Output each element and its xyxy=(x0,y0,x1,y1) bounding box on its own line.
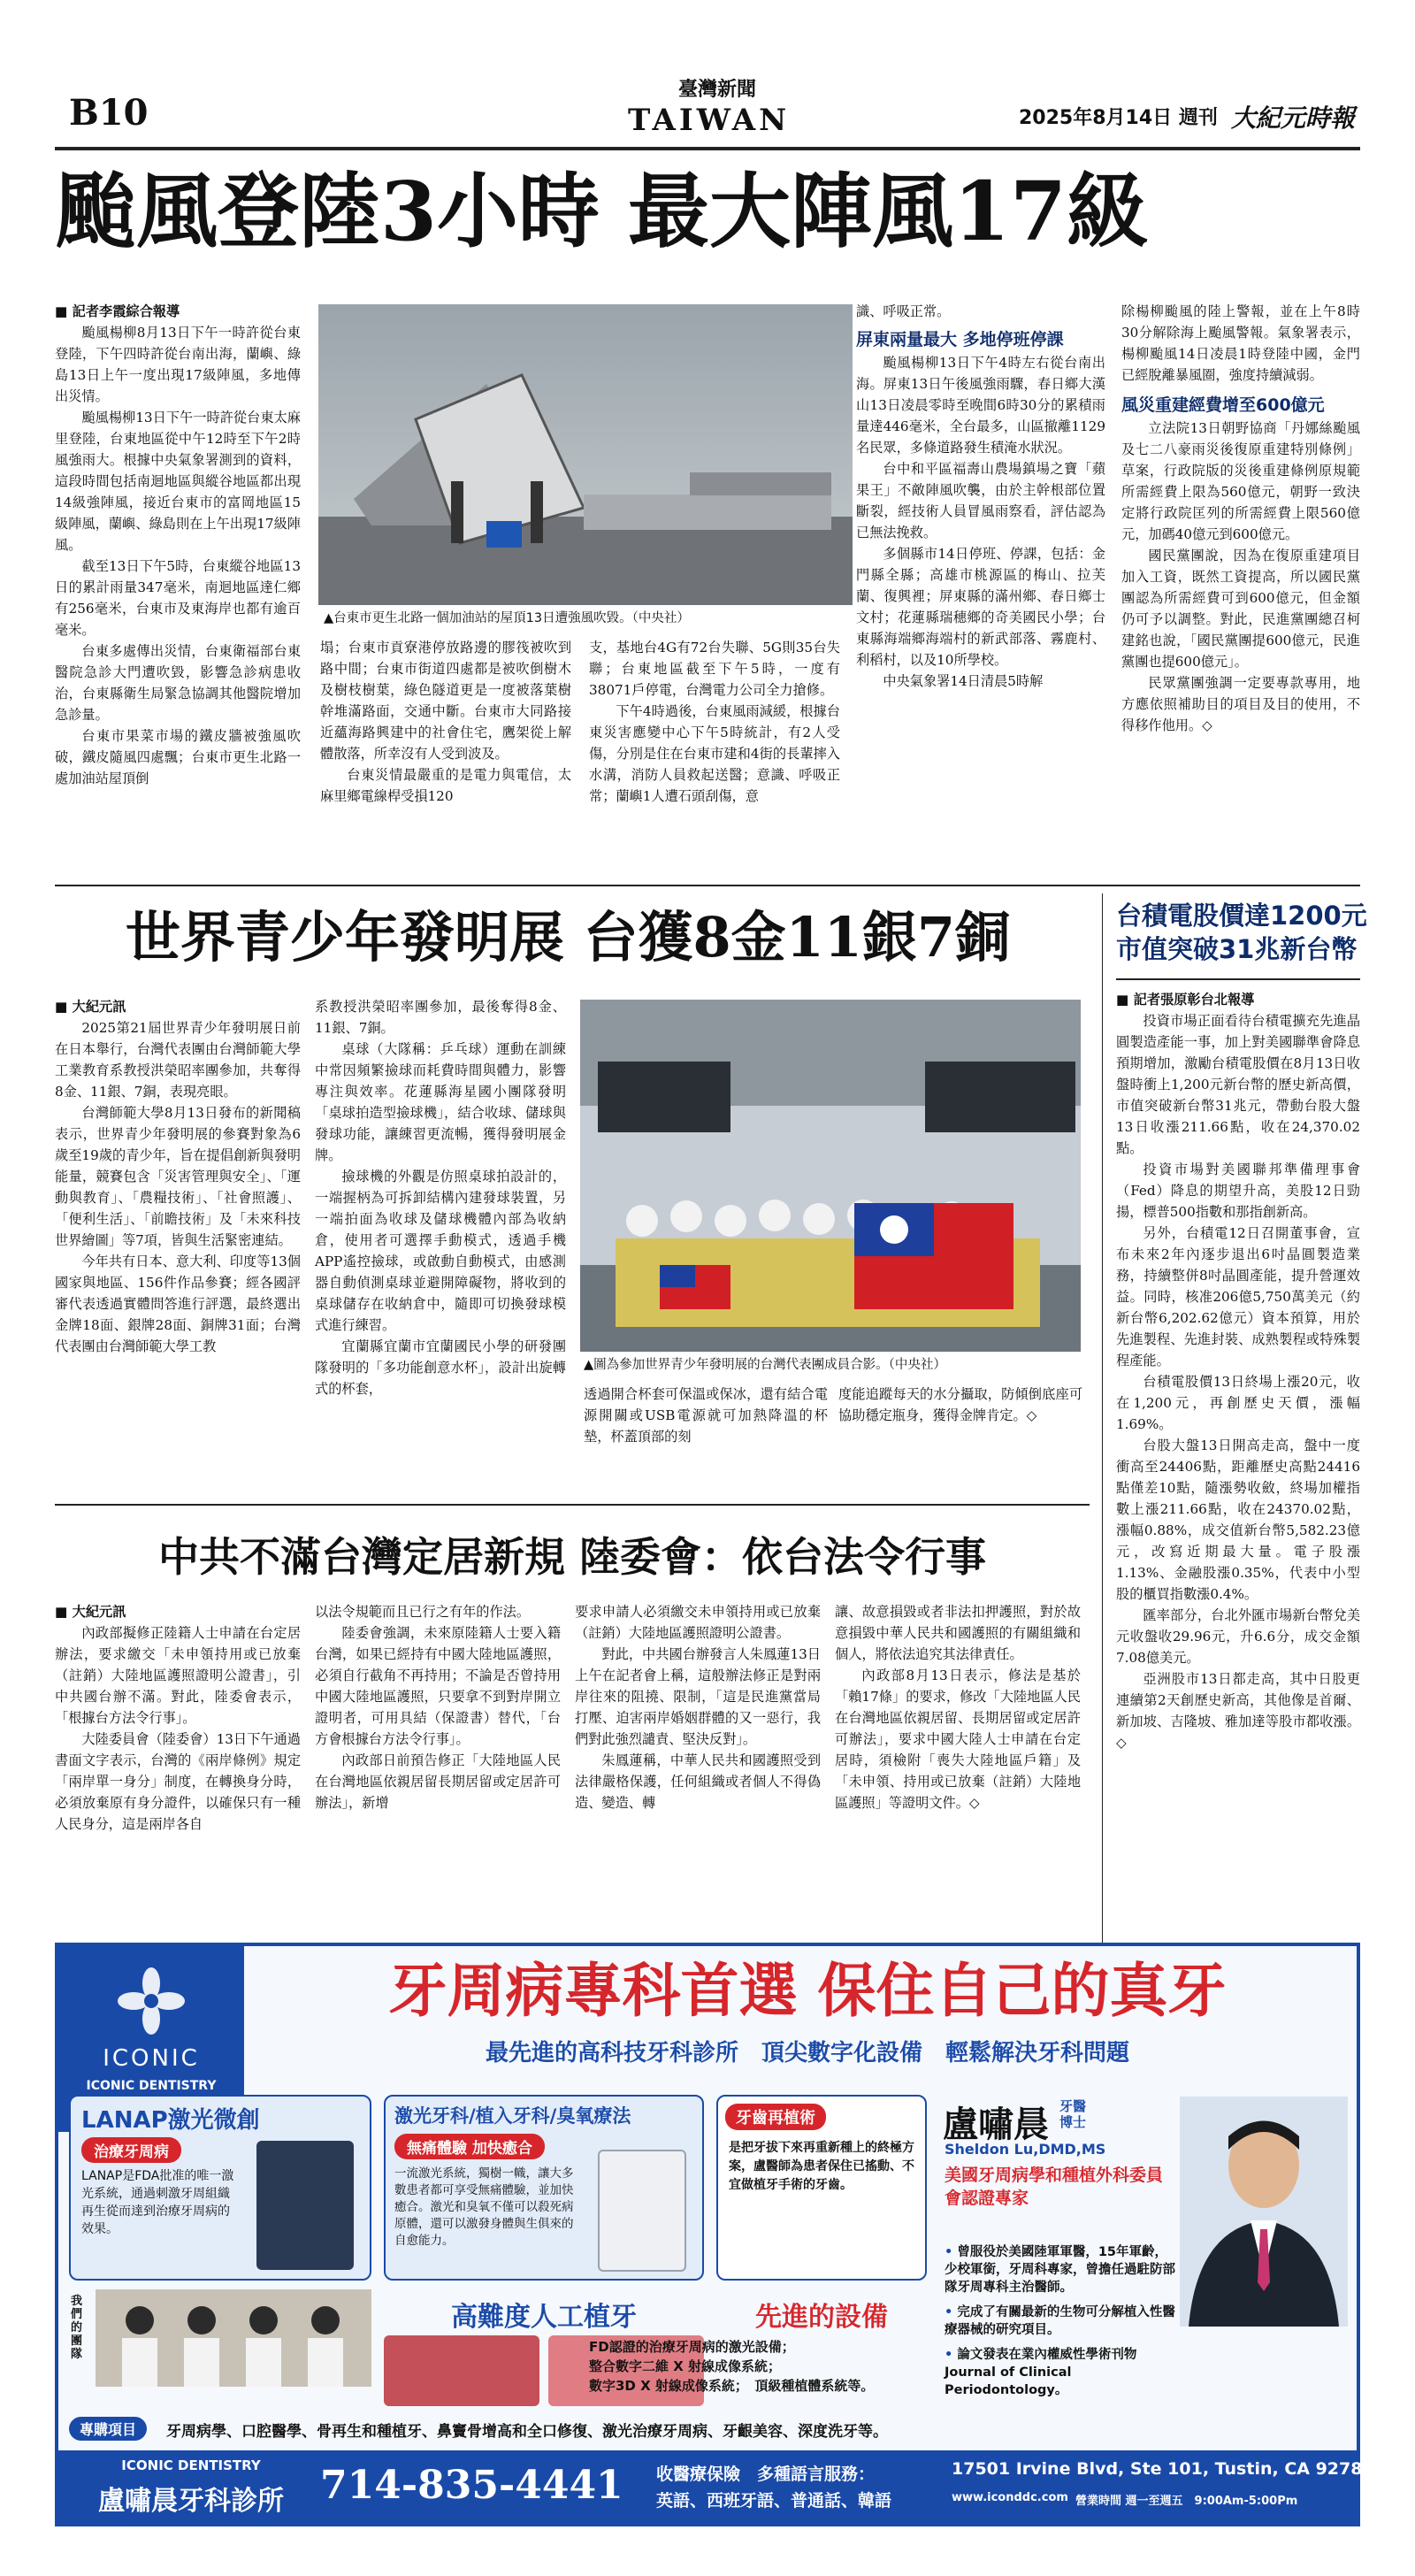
doctor-photo xyxy=(1180,2097,1348,2327)
article1-para: 截至13日下午5時，台東縱谷地區13日的累計雨量347毫米，南迴地區達仁鄉有256毫米，台東市及東海岸也都有逾百毫米。 xyxy=(55,558,301,638)
article1-para: 支，基地台4G有72台失聯、5G則35台失聯；台東地區截至下午5時，一度有38071戶停電，台灣電力公司全力搶修。 xyxy=(589,640,840,698)
article2-para: 今年共有日本、意大利、印度等13個國家與地區、156件作品參賽；經各國評審代表透過實體問答進行評選，最終選出金牌18面、銀牌28面、銅牌31面；台灣代表團由台灣師範大學工教 xyxy=(55,1254,301,1354)
article2-para: 宜蘭縣宜蘭市宜蘭國民小學的研發團隊發明的「多功能創意水杯」，設計出旋轉式的杯套， xyxy=(315,1338,566,1397)
doctor-bullets xyxy=(945,2243,1176,2399)
laser-unit-image xyxy=(598,2150,686,2272)
lanap-title: LANAP激光微創 xyxy=(81,2107,260,2134)
article4-col1 xyxy=(55,1601,301,1835)
article1-para: 颱風楊柳8月13日下午一時許從台東登陸，下午四時許從台南出海，蘭嶼、綠島13日上午一度出現17級陣風，多地傳出災情。 xyxy=(55,325,301,404)
article2-col3 xyxy=(584,1384,828,1447)
article4-para: 大陸委員會（陸委會）13日下午通過書面文字表示，台灣的《兩岸條例》規定「兩岸單一身分」制度，在轉換身分時，必須放棄原有身分證件，以確保只有一種人民身分，這是兩岸各自 xyxy=(55,1731,301,1832)
article3-headline-1: 台積電股價達1200元 xyxy=(1116,901,1367,931)
article1-para: 識、呼吸正常。 xyxy=(856,303,951,319)
ad-laser-panel xyxy=(384,2095,704,2281)
article3-para: 亞洲股市13日都走高，其中日股更連續第2天創歷史新高，其他像是首爾、新加坡、吉隆坡、雅加達等股市都收漲。◇ xyxy=(1116,1671,1360,1751)
article4-para: 內政部擬修正陸籍人士申請在台定居辦法，要求繳交「未申領持用或已放棄（註銷）大陸地區護照證明公證書」，引中共國台辦不滿。對此，陸委會表示，「根據台方法令行事」。 xyxy=(55,1625,301,1726)
article3-headline-2: 市值突破31兆新台幣 xyxy=(1116,934,1358,964)
article1-headline: 颱風登陸3小時 最大陣風17級 xyxy=(55,164,1149,259)
article2-para: 撿球機的外觀是仿照桌球拍設計的，一端握柄為可拆卸結構內建發球裝置，另一端拍面為收球及儲球機體內部為收納倉，使用者可選擇手動模式，透過手機APP遙控撿球，或啟動自動模式，由感測器自動偵測桌球並避開障礙物，將收到的桌球儲存在收納倉中，隨即可切換發球模式進行練習。 xyxy=(315,1169,566,1333)
article1-para: 除楊柳颱風的陸上警報，並在上午8時30分解除海上颱風警報。氣象署表示，楊柳颱風14日凌晨1時登陸中國，金門已經脫離暴風圈，強度持續減弱。 xyxy=(1121,303,1360,383)
doctor-bullet xyxy=(945,2346,1176,2399)
insurance-line2: 英語、西班牙語、普通話、韓語 xyxy=(656,2491,892,2511)
ad-headline: 牙周病專科首選 保住自己的真牙 xyxy=(388,1957,1227,2025)
article1-para: 台東市果菜市場的鐵皮牆被強風吹破，鐵皮隨風四處飄；台東市更生北路一處加油站屋頂倒 xyxy=(55,728,301,786)
article1-col3 xyxy=(589,637,840,807)
lanap-text: LANAP是FDA批准的唯一激光系統，通過刺激牙周組織再生從而達到治療牙周病的效果。 xyxy=(81,2169,234,2236)
article3-para: 投資市場正面看待台積電擴充先進晶圓製造產能一事，加上對美國聯準會降息預期增加，激勵台積電股價在8月13日收盤時衝上1,200元新台幣的歷史新高價，市值突破新台幣31兆元，帶動台股大盤13日收漲211.66點，收在24,370.02點。 xyxy=(1116,1013,1360,1156)
ad-tagline: 最先進的高科技牙科診所 頂尖數字化設備 輕鬆解決牙科問題 xyxy=(485,2040,1129,2066)
ad-brand-en: ICONIC DENTISTRY xyxy=(86,2079,217,2093)
bullet-icon: • xyxy=(945,2305,958,2319)
article4-col2 xyxy=(315,1601,561,1813)
article4-para: 朱鳳蓮稱，中華人民共和國護照受到法律嚴格保護，任何組織或者個人不得偽造、變造、轉 xyxy=(575,1752,821,1811)
phone-number[interactable]: 714-835-4441 xyxy=(320,2463,623,2508)
article2-col4 xyxy=(838,1384,1082,1426)
article1-para: 颱風楊柳13日下午4時左右從台南出海。屏東13日午後風強雨驟，春日鄉大漢山13日凌晨零時至晚間6時30分的累積雨量達446毫米，全台最多，山區撤離1129名民眾，多條道路發生積淹水狀況。 xyxy=(856,355,1105,456)
article1-col1 xyxy=(55,301,301,789)
equip-title: 先進的設備 xyxy=(755,2302,888,2333)
article3-para: 投資市場對美國聯邦準備理事會（Fed）降息的期望升高，美股12日勁揚，標普500指數和那指創新高。 xyxy=(1116,1162,1360,1220)
lanap-badge: 治療牙周病 xyxy=(81,2137,181,2163)
article1-col2 xyxy=(320,637,571,807)
article4-para: 對此，中共國台辦發言人朱鳳蓮13日上午在記者會上稱，這般辦法修正是對兩岸往來的阻撓、限制，「這是民進黨當局打壓、迫害兩岸婚姻群體的又一惡行，我們對此強烈譴責、堅決反對」。 xyxy=(575,1646,821,1747)
article1-para: 台中和平區福壽山農場鎮場之寶「蘋果王」不敵陣風吹襲，由於主幹根部位置斷裂，經技術人員冒風雨察看，評估認為已無法挽救。 xyxy=(856,461,1105,540)
services-row xyxy=(69,2415,1346,2443)
bullet-icon: • xyxy=(945,2348,958,2362)
doctor-name-cn: 盧嘯晨 xyxy=(943,2104,1049,2145)
article4-para: 內政部日前預告修正「大陸地區人民在台灣地區依親居留長期居留或定居許可辦法」，新增 xyxy=(315,1752,561,1811)
regen-text: 是把牙拔下來再重新種上的終極方案，盧醫師為患者保住已搖動、不宜做植牙手術的牙齒。 xyxy=(729,2141,914,2192)
article2-byline: ■ 大紀元訊 xyxy=(55,999,126,1015)
equip-item: FD認證的治療牙周病的激光設備； xyxy=(589,2339,795,2355)
bullet-icon: • xyxy=(945,2245,958,2259)
article3-para: 另外，台積電12日召開董事會，宣布未來2年內逐步退出6吋晶圓製造業務，持續整併8吋晶圓產能，提升營運效益。同時，核准206億5,750萬美元（約新台幣6,202.62億元）資本預算，用於先進製程、先進封裝、成熟製程或特殊製程產能。 xyxy=(1116,1225,1360,1368)
article1-col5 xyxy=(1121,301,1360,736)
section-en: TAIWAN xyxy=(628,103,791,138)
laser-text: 一流激光系統，獨樹一幟，讓大多數患者都可享受無痛體驗，並加快癒合。激光和臭氧不僅可以殺死病原體，還可以激發身體與生俱來的自愈能力。 xyxy=(394,2166,574,2248)
doctor-bullet xyxy=(945,2243,1176,2296)
doctor-portrait xyxy=(1180,2097,1348,2327)
article1-para: 國民黨團說，因為在復原重建項目加入工資，既然工資提高，所以國民黨團認為所需經費可到600億元，但金額仍可予以調整。對此，民進黨團總召柯建銘也說，「國民黨團提600億元，民進黨團也提600億元」。 xyxy=(1121,548,1360,670)
article2-col1 xyxy=(55,996,301,1357)
article3-byline: ■ 記者張原彰台北報導 xyxy=(1116,992,1255,1008)
article2-para: 透過開合杯套可保溫或保冰，還有結合電源開關或USB電源就可加熱降溫的杯墊，杯蓋頂部的刻 xyxy=(584,1386,828,1445)
article2-para: 台灣師範大學8月13日發布的新聞稿表示，世界青少年發明展的參賽對象為6歲至19歲的青少年，旨在提倡創新與發明能量，競賽包含「災害管理與安全」、「運動與教育」、「農糧技術」、「社會照護」、「便利生活」、「前瞻技術」及「未來科技世界繪圖」等7項，皆與生活緊密連結。 xyxy=(55,1105,301,1248)
issue-date: 2025年8月14日 週刊 xyxy=(1019,107,1218,129)
doctor-name-en: Sheldon Lu,DMD,MS xyxy=(945,2141,1106,2158)
article1-col4 xyxy=(856,301,1105,692)
article4-para: 內政部8月13日表示，修法是基於「賴17條」的要求，修改「大陸地區人民在台灣地區依親居留、長期居留或定居許可辦法」，要求中國大陸人士申請在台定居時，須檢附「喪失大陸地區戶籍」及「未申領、持用或已放棄（註銷）大陸地區護照」等證明文件。◇ xyxy=(835,1668,1081,1811)
team-image xyxy=(96,2289,371,2387)
article3-para: 台股大盤13日開高走高，盤中一度衝高至24406點，距離歷史高點24416點僅差10點，隨漲勢收斂，終場加權指數上漲211.66點，收在24370.02點，漲幅0.88%，成交值新台幣5,582.23億元，改寫近期最大量。電子股漲1.13%、金融股漲0.35%，代表中小型股的櫃買指數漲0.4%。 xyxy=(1116,1438,1360,1602)
page-number: B10 xyxy=(69,92,149,134)
article1-para: 台東災情最嚴重的是電力與電信，太麻里鄉電線桿受損120 xyxy=(320,767,571,804)
invention-photo xyxy=(580,1000,1081,1352)
insurance-line1: 收醫療保險 多種語言服務： xyxy=(656,2465,876,2484)
dental-ad xyxy=(55,1943,1374,2526)
doctor-cert: 美國牙周病學和種植外科委員會認證專家 xyxy=(945,2166,1164,2208)
regen-title: 牙齒再植術 xyxy=(725,2104,826,2130)
team-label: 我們的團隊 xyxy=(71,2295,83,2361)
article4-byline: ■ 大紀元訊 xyxy=(55,1604,126,1620)
article1-subhead-budget: 風災重建經費增至600億元 xyxy=(1121,395,1325,415)
article4-para: 要求申請人必須繳交未申領持用或已放棄（註銷）大陸地區護照證明公證書。 xyxy=(575,1604,821,1641)
clinic-hours: 營業時間 週一至週五 9:00Am-5:00Pm xyxy=(1075,2495,1298,2508)
article1-para: 中央氣象署14日清晨5時解 xyxy=(883,673,1044,689)
article1-para: 颱風楊柳13日下午一時許從台東太麻里登陸，台東地區從中午12時至下午2時風強雨大。根據中央氣象署測到的資料，這段時間包括南迴地區與縱谷地區都出現14級強陣風，接近台東市的富岡地區15級陣風，蘭嶼、綠島則在上午出現17級陣風。 xyxy=(55,410,301,553)
article2-col2 xyxy=(315,996,566,1399)
article2-para: 2025第21屆世界青少年發明展日前在日本舉行，台灣代表團由台灣師範大學工業教育系教授洪榮昭率團參加，共奪得8金、11銀、7銅，表現亮眼。 xyxy=(55,1020,301,1100)
ad-lanap-panel xyxy=(69,2095,371,2281)
services-label: 專購項目 xyxy=(69,2417,147,2441)
article3 xyxy=(1116,899,1367,1753)
masthead xyxy=(55,53,1360,152)
article4-para: 以法令規範而且已行之有年的作法。 xyxy=(315,1604,530,1620)
team-group-image xyxy=(580,1000,1081,1352)
article2-para: 系教授洪榮昭率團參加，最後奪得8金、11銀、7銅。 xyxy=(315,999,566,1036)
services-text: 牙周病學、口腔醫學、骨再生和種植牙、鼻竇骨增高和全口修復、激光治療牙周病、牙齦美容、深度洗牙等。 xyxy=(166,2423,888,2441)
article4-para: 陸委會強調，未來原陸籍人士要入籍台灣，如果已經持有中國大陸地區護照，必須自行截角不再持用；不論是否曾持用中國大陸地區護照，只要拿不到對岸開立證明者，可用具結（保證書）替代，「台方會根據台方法令行事」。 xyxy=(315,1625,561,1747)
article1-byline: ■ 記者李霞綜合報導 xyxy=(55,303,180,319)
clinic-website[interactable]: www.iconddc.com xyxy=(952,2491,1068,2504)
article1-photo-caption: ▲台東市更生北路一個加油站的屋頂13日遭強風吹毀。（中央社） xyxy=(324,611,690,625)
equip-list xyxy=(589,2337,969,2396)
article3-rule xyxy=(1116,978,1360,980)
article1-para: 多個縣市14日停班、停課，包括：金門縣全縣；高雄市桃源區的梅山、拉芙蘭、復興裡；屏東縣的滿州鄉、春日鄉士文村；花蓮縣瑞穗鄉的奇美國民小學；台東縣海端鄉海端村的新武部落、霧鹿村、利稻村，以及10所學校。 xyxy=(856,546,1105,668)
section-divider xyxy=(55,1504,1090,1506)
tooth-flower-icon xyxy=(116,1966,187,2036)
article4-para: 讓、故意損毀或者非法扣押護照，對於故意損毀中華人民共和國護照的有關組織和個人，將依法追究其法律責任。 xyxy=(835,1604,1081,1662)
implant-title: 高難度人工植牙 xyxy=(451,2302,637,2333)
article1-para: 立法院13日朝野協商「丹娜絲颱風及七二八豪雨災後復原重建特別條例」草案，行政院版的災後重建條例原規範所需經費上限為560億元，朝野一致決定將行政院匡列的所需經費上限560億元，加碼40億元到600億元。 xyxy=(1121,420,1360,542)
article4-col3 xyxy=(575,1601,821,1813)
article2-para: 度能追蹤每天的水分攝取，防傾倒底座可協助穩定瓶身，獲得金牌肯定。◇ xyxy=(838,1386,1082,1423)
masthead-rule xyxy=(55,147,1360,150)
gas-station-image xyxy=(318,304,853,605)
article1-para: 塌；台東市貢寮港停放路邊的膠筏被吹到路中間；台東市街道四處都是被吹倒樹木及樹枝樹葉，綠色隧道更是一度被落葉樹幹堆滿路面，交通中斷。台東市大同路接近蘊海路興建中的社會住宅，鷹架從上解體散落，所幸沒有人受到波及。 xyxy=(320,640,571,762)
section-cn: 臺灣新聞 xyxy=(678,78,757,101)
ad-brand-cn: ICONIC xyxy=(103,2045,200,2072)
article2-headline: 世界青少年發明展 台獲8金11銀7銅 xyxy=(125,905,1011,970)
article3-para: 台積電股價13日終場上漲20元，收在1,200元，再創歷史天價，漲幅1.69%。 xyxy=(1116,1374,1360,1432)
article2-para: 桌球（大隊稱：乒乓球）運動在訓練中常因頻繁撿球而耗費時間與體力，影響專注與效率。花蓮縣海星國小團隊發明「桌球拍造型撿球機」，結合收球、儲球與發球功能，讓練習更流暢，獲得發明展金牌。 xyxy=(315,1041,566,1163)
paper-name: 大紀元時報 xyxy=(1231,104,1356,133)
team-photo xyxy=(96,2289,371,2387)
laser-device-image xyxy=(256,2141,354,2270)
typhoon-photo xyxy=(318,304,853,605)
article4-headline: 中共不滿台灣定居新規 陸委會：依台法令行事 xyxy=(157,1533,986,1581)
section-divider xyxy=(55,885,1360,886)
footer-brand-cn: 盧嘯晨牙科診所 xyxy=(98,2486,284,2517)
laser-title: 激光牙科/植入牙科/臭氧療法 xyxy=(394,2105,631,2127)
equip-item: 整合數字二維 X 射線成像系統； xyxy=(589,2358,782,2374)
footer-brand-en: ICONIC DENTISTRY xyxy=(121,2457,261,2473)
article1-para: 民眾黨團強調一定要專款專用，地方應依照補助目的項目及目的使用，不得移作他用。◇ xyxy=(1121,675,1360,733)
article1-para: 下午4時過後，台東風雨減緩，根據台東災害應變中心下午5時統計，有2人受傷，分別是住在台東市建和4街的長輩摔入水溝，消防人員救起送醫；意識、呼吸正常；蘭嶼1人遭石頭刮傷，意 xyxy=(589,703,840,804)
clinic-address: 17501 Irvine Blvd, Ste 101, Tustin, CA 92780 xyxy=(952,2459,1374,2479)
equip-item: 數字3D X 射線成像系統； 頂級種植體系統等。 xyxy=(589,2378,875,2394)
article2-photo-caption: ▲圖為參加世界青少年發明展的台灣代表團成員合影。（中央社） xyxy=(584,1358,946,1372)
doctor-bullet-text: 曾服役於美國陸軍軍醫，15年軍齡，少校軍銜，牙周科專家，曾擔任過駐防部隊牙周專科主治醫師。 xyxy=(945,2245,1175,2295)
doctor-bullet xyxy=(945,2304,1176,2339)
implant-before-image xyxy=(384,2335,539,2406)
article1-subhead-pingtung: 屏東兩量最大 多地停班停課 xyxy=(856,330,1064,349)
ad-regen-panel xyxy=(716,2095,927,2281)
ad-footer xyxy=(58,2450,1374,2523)
laser-badge: 無痛體驗 加快癒合 xyxy=(394,2134,545,2159)
article4-col4 xyxy=(835,1601,1081,1813)
doctor-bullet-text: 論文發表在業內權威性學術刊物 Journal of Clinical Periodontology。 xyxy=(945,2348,1137,2397)
doctor-title: 牙醫博士 xyxy=(1059,2098,1087,2130)
article1-para: 台東多處傳出災情，台東衛福部台東醫院急診大門遭吹毀，影響急診病患收治，台東縣衛生局緊急協調其他醫院增加急診量。 xyxy=(55,643,301,723)
doctor-bullet-text: 完成了有關最新的生物可分解植入性醫療器械的研究項目。 xyxy=(945,2305,1175,2337)
article3-para: 匯率部分，台北外匯市場新台幣兌美元收盤收29.96元，升6.6分，成交金額7.08億美元。 xyxy=(1116,1607,1360,1666)
